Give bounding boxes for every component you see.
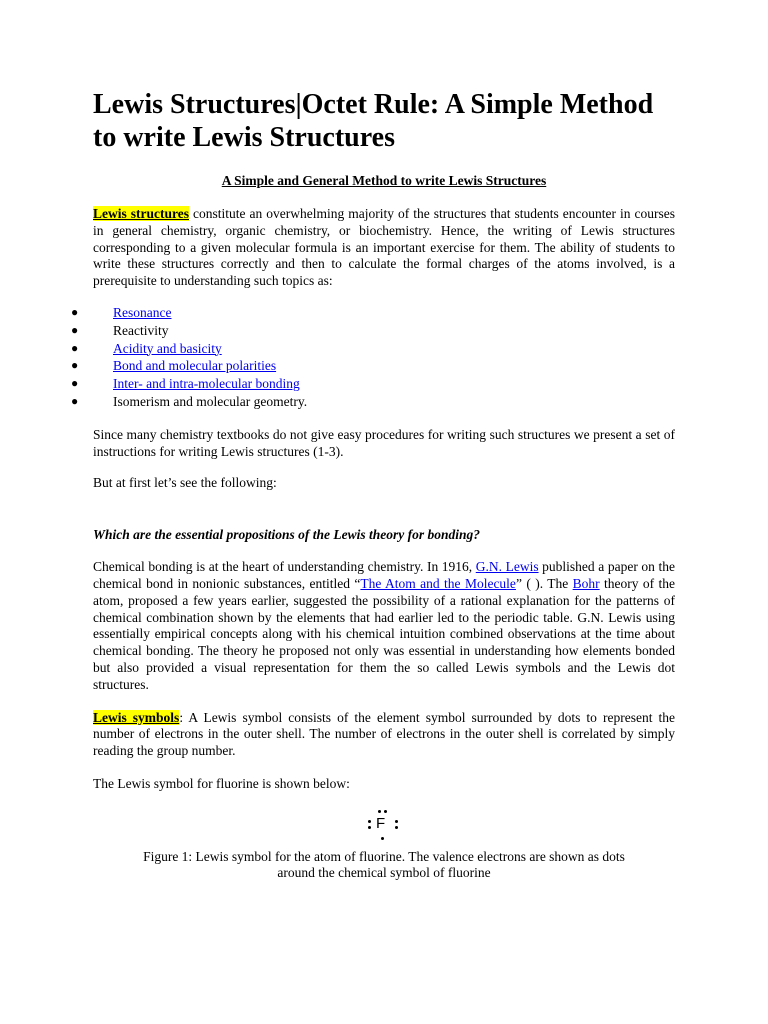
list-item bbox=[71, 322, 675, 340]
lewis-symbols-highlight: Lewis symbols bbox=[93, 709, 180, 725]
electron-dot bbox=[395, 820, 398, 823]
document-content bbox=[71, 88, 676, 882]
bullet-icon: ● bbox=[71, 376, 79, 391]
fluorine-intro: The Lewis symbol for fluorine is shown below: bbox=[93, 775, 350, 791]
electron-dot bbox=[381, 837, 384, 840]
history-text-3: ” ( ). The bbox=[515, 575, 573, 591]
bullet-icon: ● bbox=[71, 322, 79, 337]
list-item bbox=[71, 340, 675, 358]
history-text-1: Chemical bonding is at the heart of understanding chemistry. In 1916, bbox=[93, 559, 476, 575]
textbooks-paragraph: Since many chemistry textbooks do not give easy procedures for writing such structures we present a set of instructions for writing Lewis structures (1-3). bbox=[93, 426, 675, 459]
atom-molecule-link[interactable]: The Atom and the Molecule bbox=[360, 575, 516, 591]
electron-dot bbox=[368, 826, 371, 829]
caption-line-2: around the chemical symbol of fluorine bbox=[277, 865, 491, 881]
lewis-symbols-text: : A Lewis symbol consists of the element symbol surrounded by dots to represent the number of electrons in the outer shell. The number of electrons in the outer shell is correlated by simply reading the group number. bbox=[93, 709, 675, 759]
bohr-link[interactable]: Bohr bbox=[572, 575, 600, 591]
history-paragraph bbox=[93, 559, 675, 693]
fluorine-lewis-symbol bbox=[364, 807, 404, 843]
figure-caption bbox=[93, 849, 675, 882]
bullet-icon: ● bbox=[71, 304, 79, 319]
question-heading: Which are the essential propositions of the Lewis theory for bonding? bbox=[93, 527, 481, 543]
reactivity-text: Reactivity bbox=[113, 322, 169, 338]
bullet-icon: ● bbox=[71, 393, 79, 408]
electron-dot bbox=[368, 820, 371, 823]
lewis-structures-highlight: Lewis structures bbox=[93, 206, 189, 221]
resonance-link[interactable]: Resonance bbox=[113, 304, 172, 320]
bullet-icon: ● bbox=[71, 340, 79, 355]
lewis-symbols-paragraph bbox=[93, 710, 675, 760]
caption-line-1: Figure 1: Lewis symbol for the atom of fluorine. The valence electrons are shown as dots bbox=[143, 848, 625, 864]
acidity-basicity-link[interactable]: Acidity and basicity bbox=[113, 340, 222, 356]
electron-dot bbox=[378, 810, 381, 813]
gn-lewis-link[interactable]: G.N. Lewis bbox=[475, 559, 539, 575]
page-subtitle: A Simple and General Method to write Lewis Structures bbox=[221, 173, 547, 188]
list-item bbox=[71, 357, 675, 375]
list-item bbox=[71, 375, 675, 393]
history-text-2: published a paper on the chemical bond in nonionic substances, entitled “ bbox=[93, 559, 675, 591]
intro-text: constitute an overwhelming majority of the structures that students encounter in courses in general chemistry, organic chemistry, or biochemistry. Hence, the writing of Lewis structures corresponding to a given molecular formula is an important exercise for them. The ability of students to write these structures correctly and then to calculate the formal charges of the atoms involved, is a prerequisite to understanding such topics as: bbox=[93, 206, 675, 289]
molecular-bonding-link[interactable]: Inter- and intra-molecular bonding bbox=[113, 376, 300, 392]
list-item bbox=[71, 393, 675, 411]
first-see-paragraph: But at first let’s see the following: bbox=[93, 475, 277, 491]
element-symbol: F bbox=[376, 814, 386, 832]
bullet-icon: ● bbox=[71, 358, 79, 373]
electron-dot bbox=[384, 810, 387, 813]
list-item bbox=[71, 304, 675, 322]
isomerism-text: Isomerism and molecular geometry. bbox=[113, 393, 308, 409]
page-title: Lewis Structures|Octet Rule: A Simple Method to write Lewis Structures bbox=[93, 89, 654, 153]
intro-paragraph bbox=[93, 206, 675, 290]
bond-polarities-link[interactable]: Bond and molecular polarities bbox=[113, 358, 277, 374]
topics-list bbox=[71, 304, 675, 411]
electron-dot bbox=[395, 826, 398, 829]
history-text-4: theory of the atom, proposed a few years earlier, suggested the possibility of a rational explanation for the patterns of chemical combination shown by the elements that had earlier led to the periodic table. G.N. Lewis using essentially empirical concepts along with his chemical intuition combined observations at the time about chemical bonding. The theory he proposed not only was essential in understanding how elements bonded but also provided a visual representation for them the so called Lewis symbols and the Lewis dot structures. bbox=[93, 575, 676, 692]
